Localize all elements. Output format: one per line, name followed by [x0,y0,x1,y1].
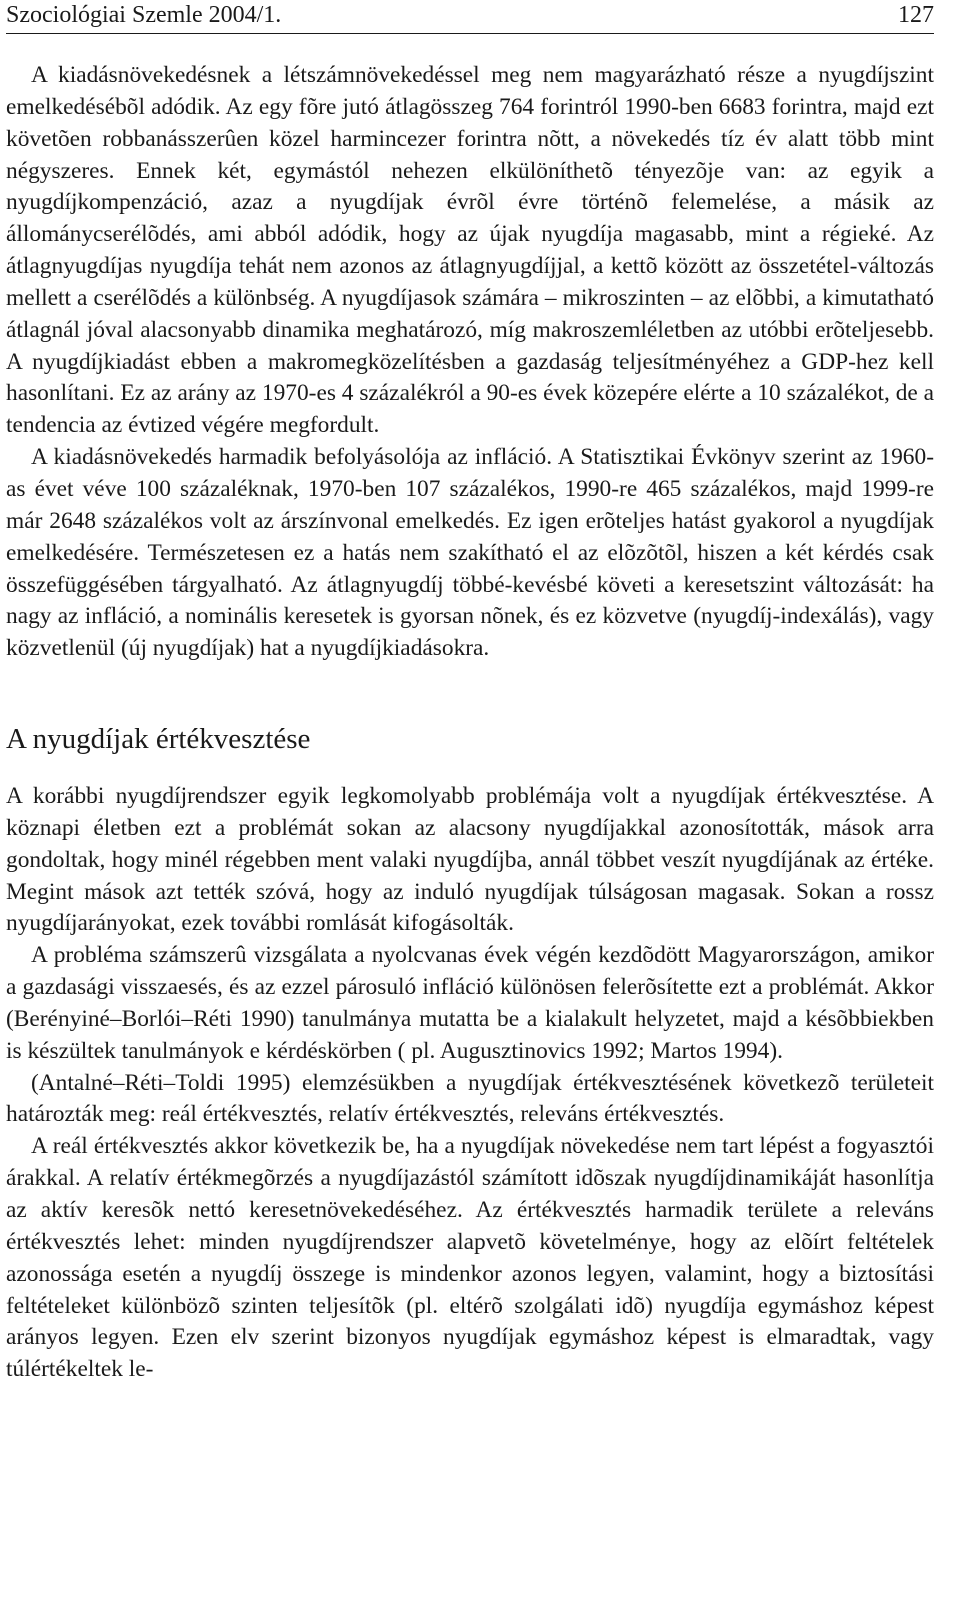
section-heading: A nyugdíjak értékvesztése [6,723,311,756]
section-paragraph: A reál értékvesztés akkor következik be, ha a nyugdíjak növekedése nem tart lépést a fogyasztói árakkal. A relatív értékmegõrzés a nyugdíjazástól számított idõszak nyugdíjdinamikáját hasonlítja az aktív keresõk nettó keresetnövekedéséhez. Az értékvesztés harmadik területe a releváns értékvesztés lehet: minden nyugdíjrendszer alapvetõ követelménye, hogy az elõírt feltételek azonossága esetén a nyugdíj összege is mindenkor azonos legyen, valamint, hogy a biztosítási feltételeket különbözõ szinten teljesítõk (pl. eltérõ szolgálati idõ) nyugdíja egymáshoz képest arányos legyen. Ezen elv szerint bizonyos nyugdíjak egymáshoz képest is elmaradtak, vagy túlértékeltek le- [6,1133,934,1383]
journal-page [6,0,934,1386]
intro-paragraph: A kiadásnövekedésnek a létszámnövekedéssel meg nem magyarázható része a nyugdíjszint emelkedésébõl adódik. Az egy fõre jutó átlagösszeg 764 forintról 1990-ben 6683 forintra, majd ezt követõen robbanásszerûen közel harmincezer forintra nõtt, a növekedés tíz év alatt több mint négyszeres. Ennek két, egymástól nehezen elkülöníthetõ tényezõje van: az egyik a nyugdíjkompenzáció, azaz a nyugdíjak évrõl évre történõ felemelése, a másik az állománycserélõdés, ami abból adódik, hogy az újak nyugdíja magasabb, mint a régieké. Az átlagnyugdíjas nyugdíja tehát nem azonos az átlagnyugdíjjal, a kettõ között az összetétel-változás mellett a cserélõdés a különbség. A nyugdíjasok számára – mikroszinten – az elõbbi, a kimutatható átlagnál jóval alacsonyabb dinamika meghatározó, míg makroszemléletben az utóbbi erõteljesebb. A nyugdíjkiadást ebben a makromegközelítésben a gazdaság teljesítményéhez a GDP-hez kell hasonlítani. Ez az arány az 1970-es 4 százalékról a 90-es évek közepére elérte a 10 százalékot, de a tendencia az évtized végére megfordult. [6,62,934,439]
journal-title: Szociológiai Szemle 2004/1. [6,2,282,28]
intro-paragraph: A kiadásnövekedés harmadik befolyásolója az infláció. A Statisztikai Évkönyv szerint az 1960-as évet véve 100 százaléknak, 1970-ben 107 százalékos, 1990-re 465 százalékos, majd 1999-re már 2648 százalékos volt az árszínvonal emelkedés. Ez igen erõteljes hatást gyakorol a nyugdíjak emelkedésére. Természetesen ez a hatás nem szakítható el az elõzõtõl, hiszen a két kérdés csak összefüggésében tárgyalható. Az átlagnyugdíj többé-kevésbé követi a keresetszint változását: ha nagy az infláció, a nominális keresetek is gyorsan nõnek, és ez közvetve (nyugdíj-indexálás), vagy közvetlenül (új nyugdíjak) hat a nyugdíjkiadásokra. [6,444,934,662]
section-body [6,781,934,1386]
section-paragraph: A probléma számszerû vizsgálata a nyolcvanas évek végén kezdõdött Magyarországon, amikor a gazdasági visszaesés, és az ezzel párosuló infláció különösen felerõsítette ezt a problémát. Akkor (Berényiné–Borlói–Réti 1990) tanulmánya mutatta be a kialakult helyzetet, majd a késõbbiekben is készültek tanulmányok e kérdéskörben ( pl. Augusztinovics 1992; Martos 1994). [6,942,934,1064]
intro-text [6,60,934,665]
running-header [6,0,934,34]
page-number: 127 [898,2,934,28]
section-paragraph: (Antalné–Réti–Toldi 1995) elemzésükben a nyugdíjak értékvesztésének következõ területeit határozták meg: reál értékvesztés, relatív értékvesztés, releváns értékvesztés. [6,1069,934,1128]
section-paragraph: A korábbi nyugdíjrendszer egyik legkomolyabb problémája volt a nyugdíjak értékvesztése. A köznapi életben ezt a problémát sokan az alacsony nyugdíjakkal azonosították, mások arra gondoltak, hogy minél régebben ment valaki nyugdíjba, annál többet veszít nyugdíjának az értéke. Megint mások azt tették szóvá, hogy az induló nyugdíjak túlságosan magasak. Sokan a rossz nyugdíjarányokat, ezek további romlását kifogásolták. [6,783,934,937]
